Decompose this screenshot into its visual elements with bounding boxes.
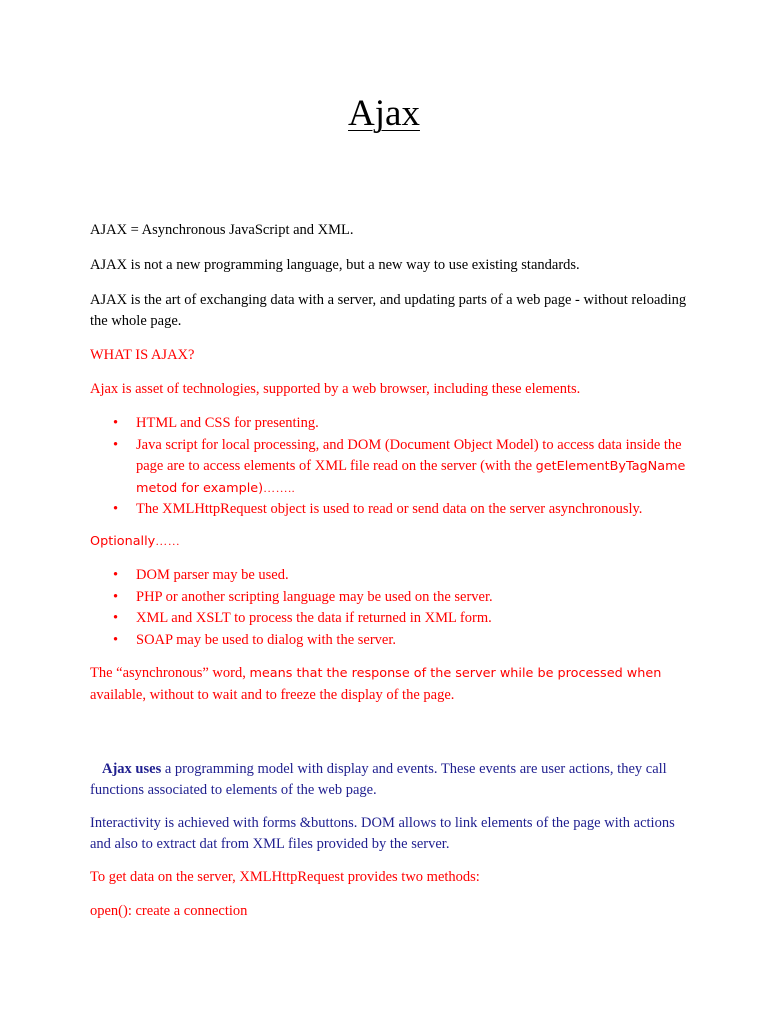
list-item-text: SOAP may be used to dialog with the server.: [136, 631, 397, 648]
intro-paragraph-3: AJAX is the art of exchanging data with a server, and updating parts of a web page - without reloading the whole page.: [90, 292, 687, 329]
list-item: [90, 587, 690, 609]
what-is-ajax-text: Ajax is asset of technologies, supported by a web browser, including these elements.: [90, 381, 581, 397]
list-item-text: HTML and CSS for presenting.: [136, 415, 319, 431]
bullet-icon: •: [113, 588, 119, 605]
list-item-text: The XMLHttpRequest object is used to read or send data on the server asynchronously.: [136, 501, 643, 517]
list-item: [90, 565, 690, 587]
list-item: [90, 413, 690, 435]
bullet-icon: •: [113, 567, 119, 583]
list-item-text: PHP or another scripting language may be used on the server.: [136, 588, 493, 605]
ajax-uses-text: a programming model with display and events. These events are user actions, they call functions associated to elements of the web page.: [90, 761, 667, 798]
list-item-text: DOM parser may be used.: [136, 567, 289, 583]
elements-list: [90, 413, 690, 521]
asynchronous-paragraph: [90, 663, 710, 705]
get-data-paragraph: To get data on the server, XMLHttpRequest provides two methods:: [90, 869, 480, 885]
intro-paragraph-1: AJAX = Asynchronous JavaScript and XML.: [90, 222, 354, 238]
async-prefix: The “asynchronous” word,: [90, 665, 250, 681]
list-item-text-method: getElementByTagName metod for example): [136, 459, 686, 496]
optional-list: [90, 565, 690, 651]
intro-paragraph-2: AJAX is not a new programming language, but a new way to use existing standards.: [90, 257, 580, 273]
bullet-icon: •: [113, 631, 119, 648]
ellipsis: ……: [155, 534, 181, 548]
ajax-uses-bold: Ajax uses: [102, 761, 162, 777]
page-title: Ajax: [348, 93, 420, 134]
what-is-ajax-heading: WHAT IS AJAX?: [90, 347, 195, 363]
optionally-label: Optionally: [90, 534, 156, 549]
bullet-icon: •: [113, 436, 119, 453]
ellipsis: ……..: [263, 480, 296, 495]
list-item-text: Java script for local processing, and DOM (Document Object Model) to access data inside the page are to access elements of XML file read on the server (with the: [136, 436, 682, 474]
list-item: [90, 435, 690, 500]
async-rest: means that the response of the server while be processed when: [249, 666, 662, 681]
ajax-uses-paragraph: [90, 759, 680, 800]
list-item: [90, 499, 690, 521]
bullet-icon: •: [113, 501, 119, 517]
list-item: [90, 608, 690, 630]
async-line-2: available, without to wait and to freeze the display of the page.: [90, 686, 455, 703]
interactivity-paragraph: Interactivity is achieved with forms &buttons. DOM allows to link elements of the page with actions and also to extract dat from XML files provided by the server.: [90, 815, 675, 852]
list-item: [90, 630, 690, 652]
bullet-icon: •: [113, 610, 119, 626]
optionally-heading: [90, 531, 690, 553]
bullet-icon: •: [113, 415, 119, 431]
open-method-paragraph: open(): create a connection: [90, 903, 248, 919]
list-item-text: XML and XSLT to process the data if returned in XML form.: [136, 610, 492, 626]
